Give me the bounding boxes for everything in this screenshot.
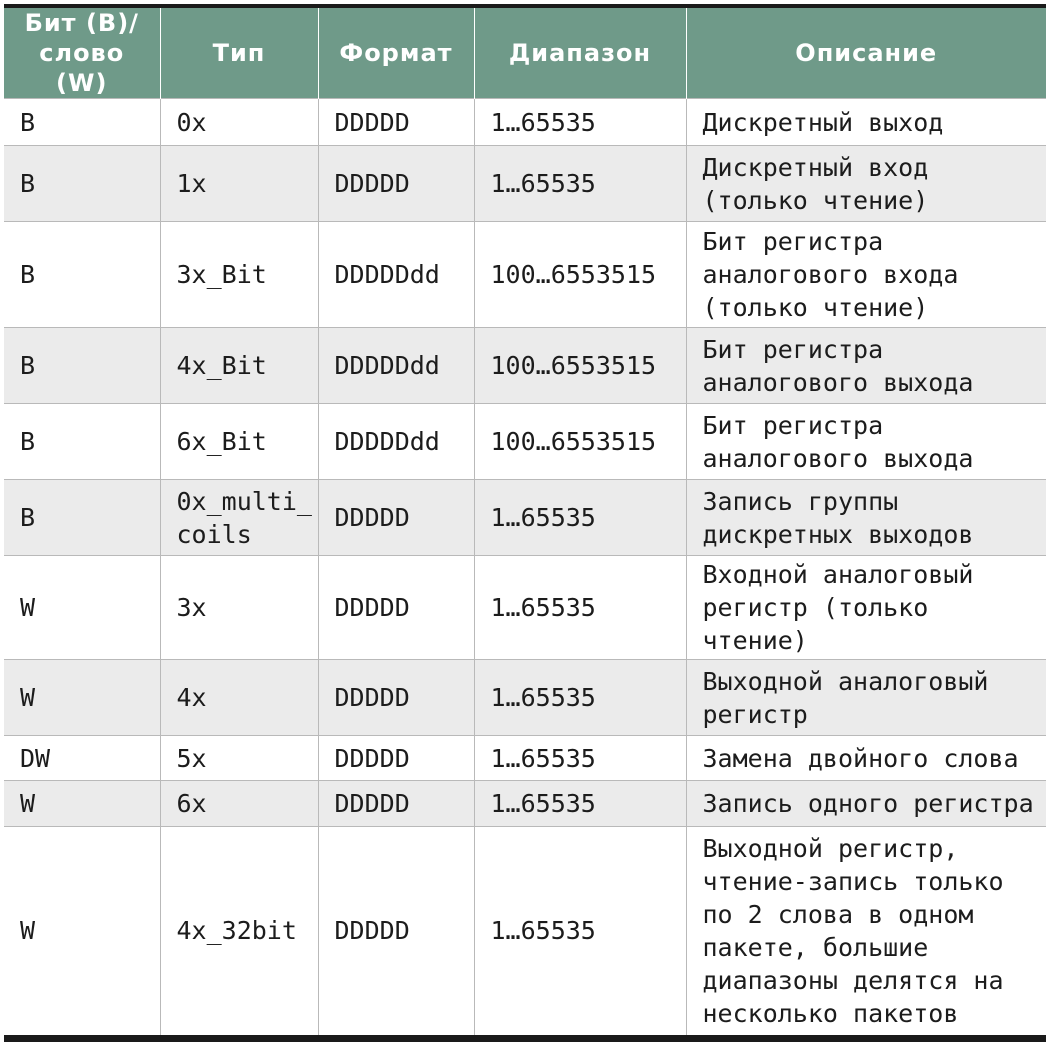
cell-range: 100…6553515 xyxy=(474,222,686,328)
table-row xyxy=(4,99,1046,146)
cell-range: 100…6553515 xyxy=(474,328,686,404)
cell-range: 1…65535 xyxy=(474,146,686,222)
table-row xyxy=(4,736,1046,781)
table-row xyxy=(4,146,1046,222)
cell-range: 1…65535 xyxy=(474,99,686,146)
cell-format: DDDDDdd xyxy=(318,328,474,404)
cell-format: DDDDD xyxy=(318,781,474,827)
cell-type: 0x_multi_coils xyxy=(160,480,318,556)
cell-bit: B xyxy=(4,404,160,480)
cell-description: Бит регистра аналогового выхода xyxy=(686,404,1046,480)
cell-format: DDDDD xyxy=(318,827,474,1035)
cell-type: 4x_32bit xyxy=(160,827,318,1035)
cell-format: DDDDD xyxy=(318,660,474,736)
header-range: Диапазон xyxy=(474,8,686,99)
cell-bit: W xyxy=(4,660,160,736)
cell-bit: W xyxy=(4,827,160,1035)
register-types-table-container xyxy=(4,4,1046,1042)
cell-type: 3x xyxy=(160,556,318,660)
cell-type: 0x xyxy=(160,99,318,146)
cell-range: 100…6553515 xyxy=(474,404,686,480)
cell-type: 4x xyxy=(160,660,318,736)
header-type: Тип xyxy=(160,8,318,99)
cell-description: Запись группы дискретных выходов xyxy=(686,480,1046,556)
cell-bit: B xyxy=(4,99,160,146)
cell-description: Бит регистра аналогового выхода xyxy=(686,328,1046,404)
cell-bit: DW xyxy=(4,736,160,781)
cell-bit: W xyxy=(4,556,160,660)
cell-description: Выходной аналоговый регистр xyxy=(686,660,1046,736)
cell-type: 1x xyxy=(160,146,318,222)
cell-type: 6x_Bit xyxy=(160,404,318,480)
table-row xyxy=(4,328,1046,404)
cell-description: Входной аналоговый регистр (только чтение) xyxy=(686,556,1046,660)
table-row xyxy=(4,556,1046,660)
cell-format: DDDDD xyxy=(318,556,474,660)
register-types-table xyxy=(4,8,1046,1035)
cell-range: 1…65535 xyxy=(474,736,686,781)
cell-bit: B xyxy=(4,328,160,404)
cell-range: 1…65535 xyxy=(474,480,686,556)
cell-description: Дискретный выход xyxy=(686,99,1046,146)
cell-description: Выходной регистр, чтение-запись только по 2 слова в одном пакете, большие диапазоны делятся на несколько пакетов xyxy=(686,827,1046,1035)
cell-bit: B xyxy=(4,146,160,222)
cell-description: Дискретный вход (только чтение) xyxy=(686,146,1046,222)
cell-range: 1…65535 xyxy=(474,781,686,827)
cell-description: Бит регистра аналогового входа (только чтение) xyxy=(686,222,1046,328)
table-row xyxy=(4,222,1046,328)
cell-format: DDDDD xyxy=(318,736,474,781)
cell-type: 4x_Bit xyxy=(160,328,318,404)
table-row xyxy=(4,404,1046,480)
cell-type: 6x xyxy=(160,781,318,827)
header-description: Описание xyxy=(686,8,1046,99)
cell-bit: B xyxy=(4,480,160,556)
cell-bit: B xyxy=(4,222,160,328)
header-format: Формат xyxy=(318,8,474,99)
cell-range: 1…65535 xyxy=(474,556,686,660)
cell-type: 5x xyxy=(160,736,318,781)
cell-format: DDDDD xyxy=(318,146,474,222)
cell-format: DDDDD xyxy=(318,99,474,146)
table-row xyxy=(4,480,1046,556)
cell-format: DDDDDdd xyxy=(318,222,474,328)
cell-description: Замена двойного слова xyxy=(686,736,1046,781)
cell-type: 3x_Bit xyxy=(160,222,318,328)
table-row xyxy=(4,827,1046,1035)
header-bit-word: Бит (B)/ слово (W) xyxy=(4,8,160,99)
table-row xyxy=(4,781,1046,827)
cell-bit: W xyxy=(4,781,160,827)
table-row xyxy=(4,660,1046,736)
cell-format: DDDDDdd xyxy=(318,404,474,480)
cell-format: DDDDD xyxy=(318,480,474,556)
cell-range: 1…65535 xyxy=(474,660,686,736)
cell-description: Запись одного регистра xyxy=(686,781,1046,827)
table-header-row xyxy=(4,8,1046,99)
cell-range: 1…65535 xyxy=(474,827,686,1035)
